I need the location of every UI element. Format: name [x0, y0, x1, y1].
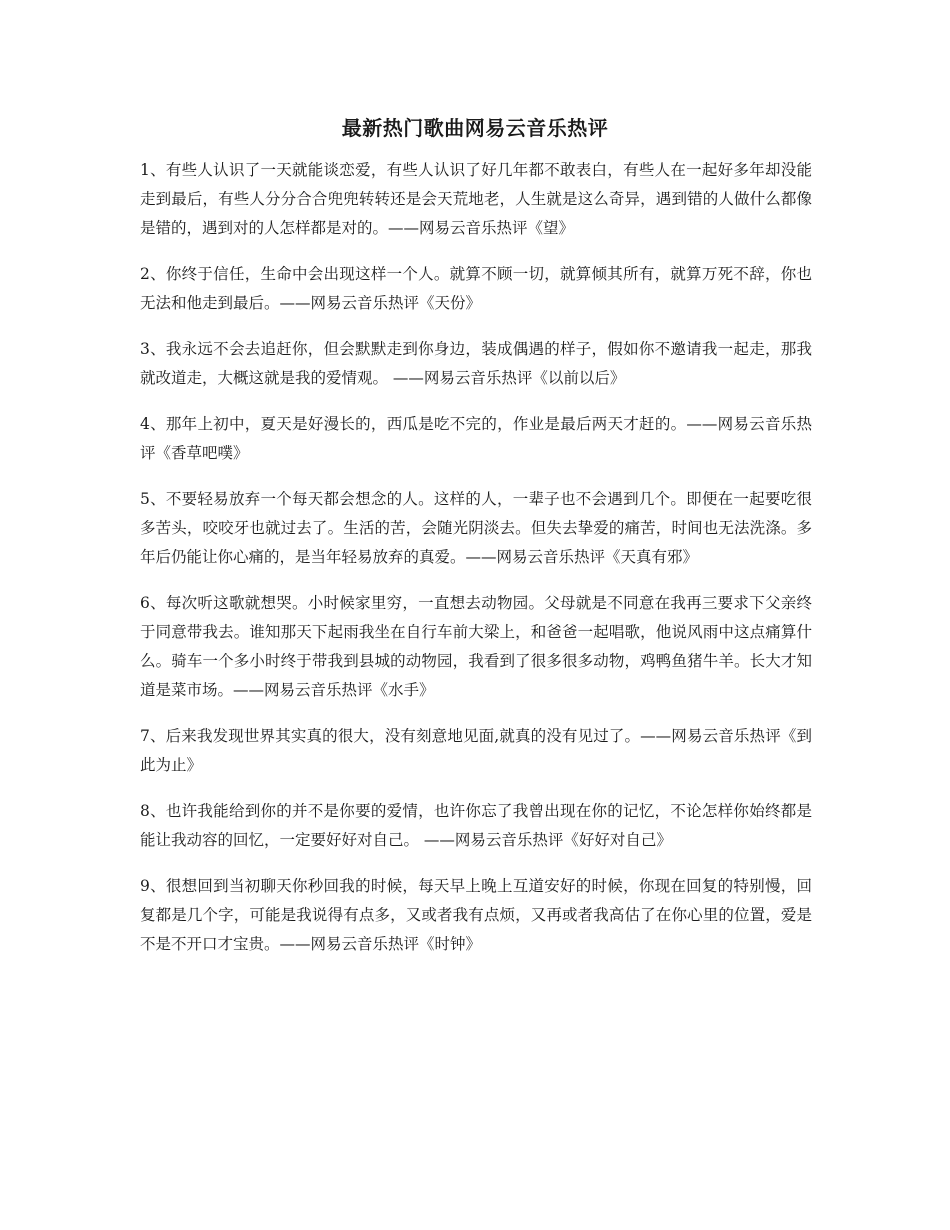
comment-list [140, 156, 812, 976]
comment-entry-3: 3、我永远不会去追赶你，但会默默走到你身边，装成偶遇的样子，假如你不邀请我一起走，那我就改道走，大概这就是我的爱情观。 ——网易云音乐热评《以前以后》 [140, 340, 812, 387]
comment-entry-6: 6、每次听这歌就想哭。小时候家里穷，一直想去动物园。父母就是不同意在我再三要求下父亲终于同意带我去。谁知那天下起雨我坐在自行车前大梁上，和爸爸一起唱歌，他说风雨中这点痛算什么。骑车一个多小时终于带我到县城的动物园，我看到了很多很多动物，鸡鸭鱼猪牛羊。长大才知道是菜市场。——网易云音乐热评《水手》 [140, 594, 812, 699]
document-title: 最新热门歌曲网易云音乐热评 [341, 116, 609, 140]
comment-entry-9: 9、很想回到当初聊天你秒回我的时候，每天早上晚上互道安好的时候，你现在回复的特别慢，回复都是几个字，可能是我说得有点多，又或者我有点烦，又再或者我高估了在你心里的位置，爱是不是不开口才宝贵。——网易云音乐热评《时钟》 [140, 877, 812, 953]
comment-entry-8: 8、也许我能给到你的并不是你要的爱情，也许你忘了我曾出现在你的记忆，不论怎样你始终都是能让我动容的回忆，一定要好好对自己。 ——网易云音乐热评《好好对自己》 [140, 802, 812, 849]
comment-entry-7: 7、后来我发现世界其实真的很大，没有刻意地见面,就真的没有见过了。——网易云音乐热评《到此为止》 [140, 727, 812, 774]
comment-entry-5: 5、不要轻易放弃一个每天都会想念的人。这样的人，一辈子也不会遇到几个。即便在一起要吃很多苦头，咬咬牙也就过去了。生活的苦，会随光阴淡去。但失去挚爱的痛苦，时间也无法洗涤。多年后仍能让你心痛的，是当年轻易放弃的真爱。——网易云音乐热评《天真有邪》 [140, 490, 812, 566]
comment-entry-4: 4、那年上初中，夏天是好漫长的，西瓜是吃不完的，作业是最后两天才赶的。——网易云音乐热评《香草吧噗》 [140, 415, 812, 462]
comment-entry-2: 2、你终于信任，生命中会出现这样一个人。就算不顾一切，就算倾其所有，就算万死不辞，你也无法和他走到最后。——网易云音乐热评《天份》 [140, 265, 812, 312]
comment-entry-1: 1、有些人认识了一天就能谈恋爱，有些人认识了好几年都不敢表白，有些人在一起好多年却没能走到最后，有些人分分合合兜兜转转还是会天荒地老，人生就是这么奇异，遇到错的人做什么都像是错的，遇到对的人怎样都是对的。——网易云音乐热评《望》 [140, 161, 812, 237]
